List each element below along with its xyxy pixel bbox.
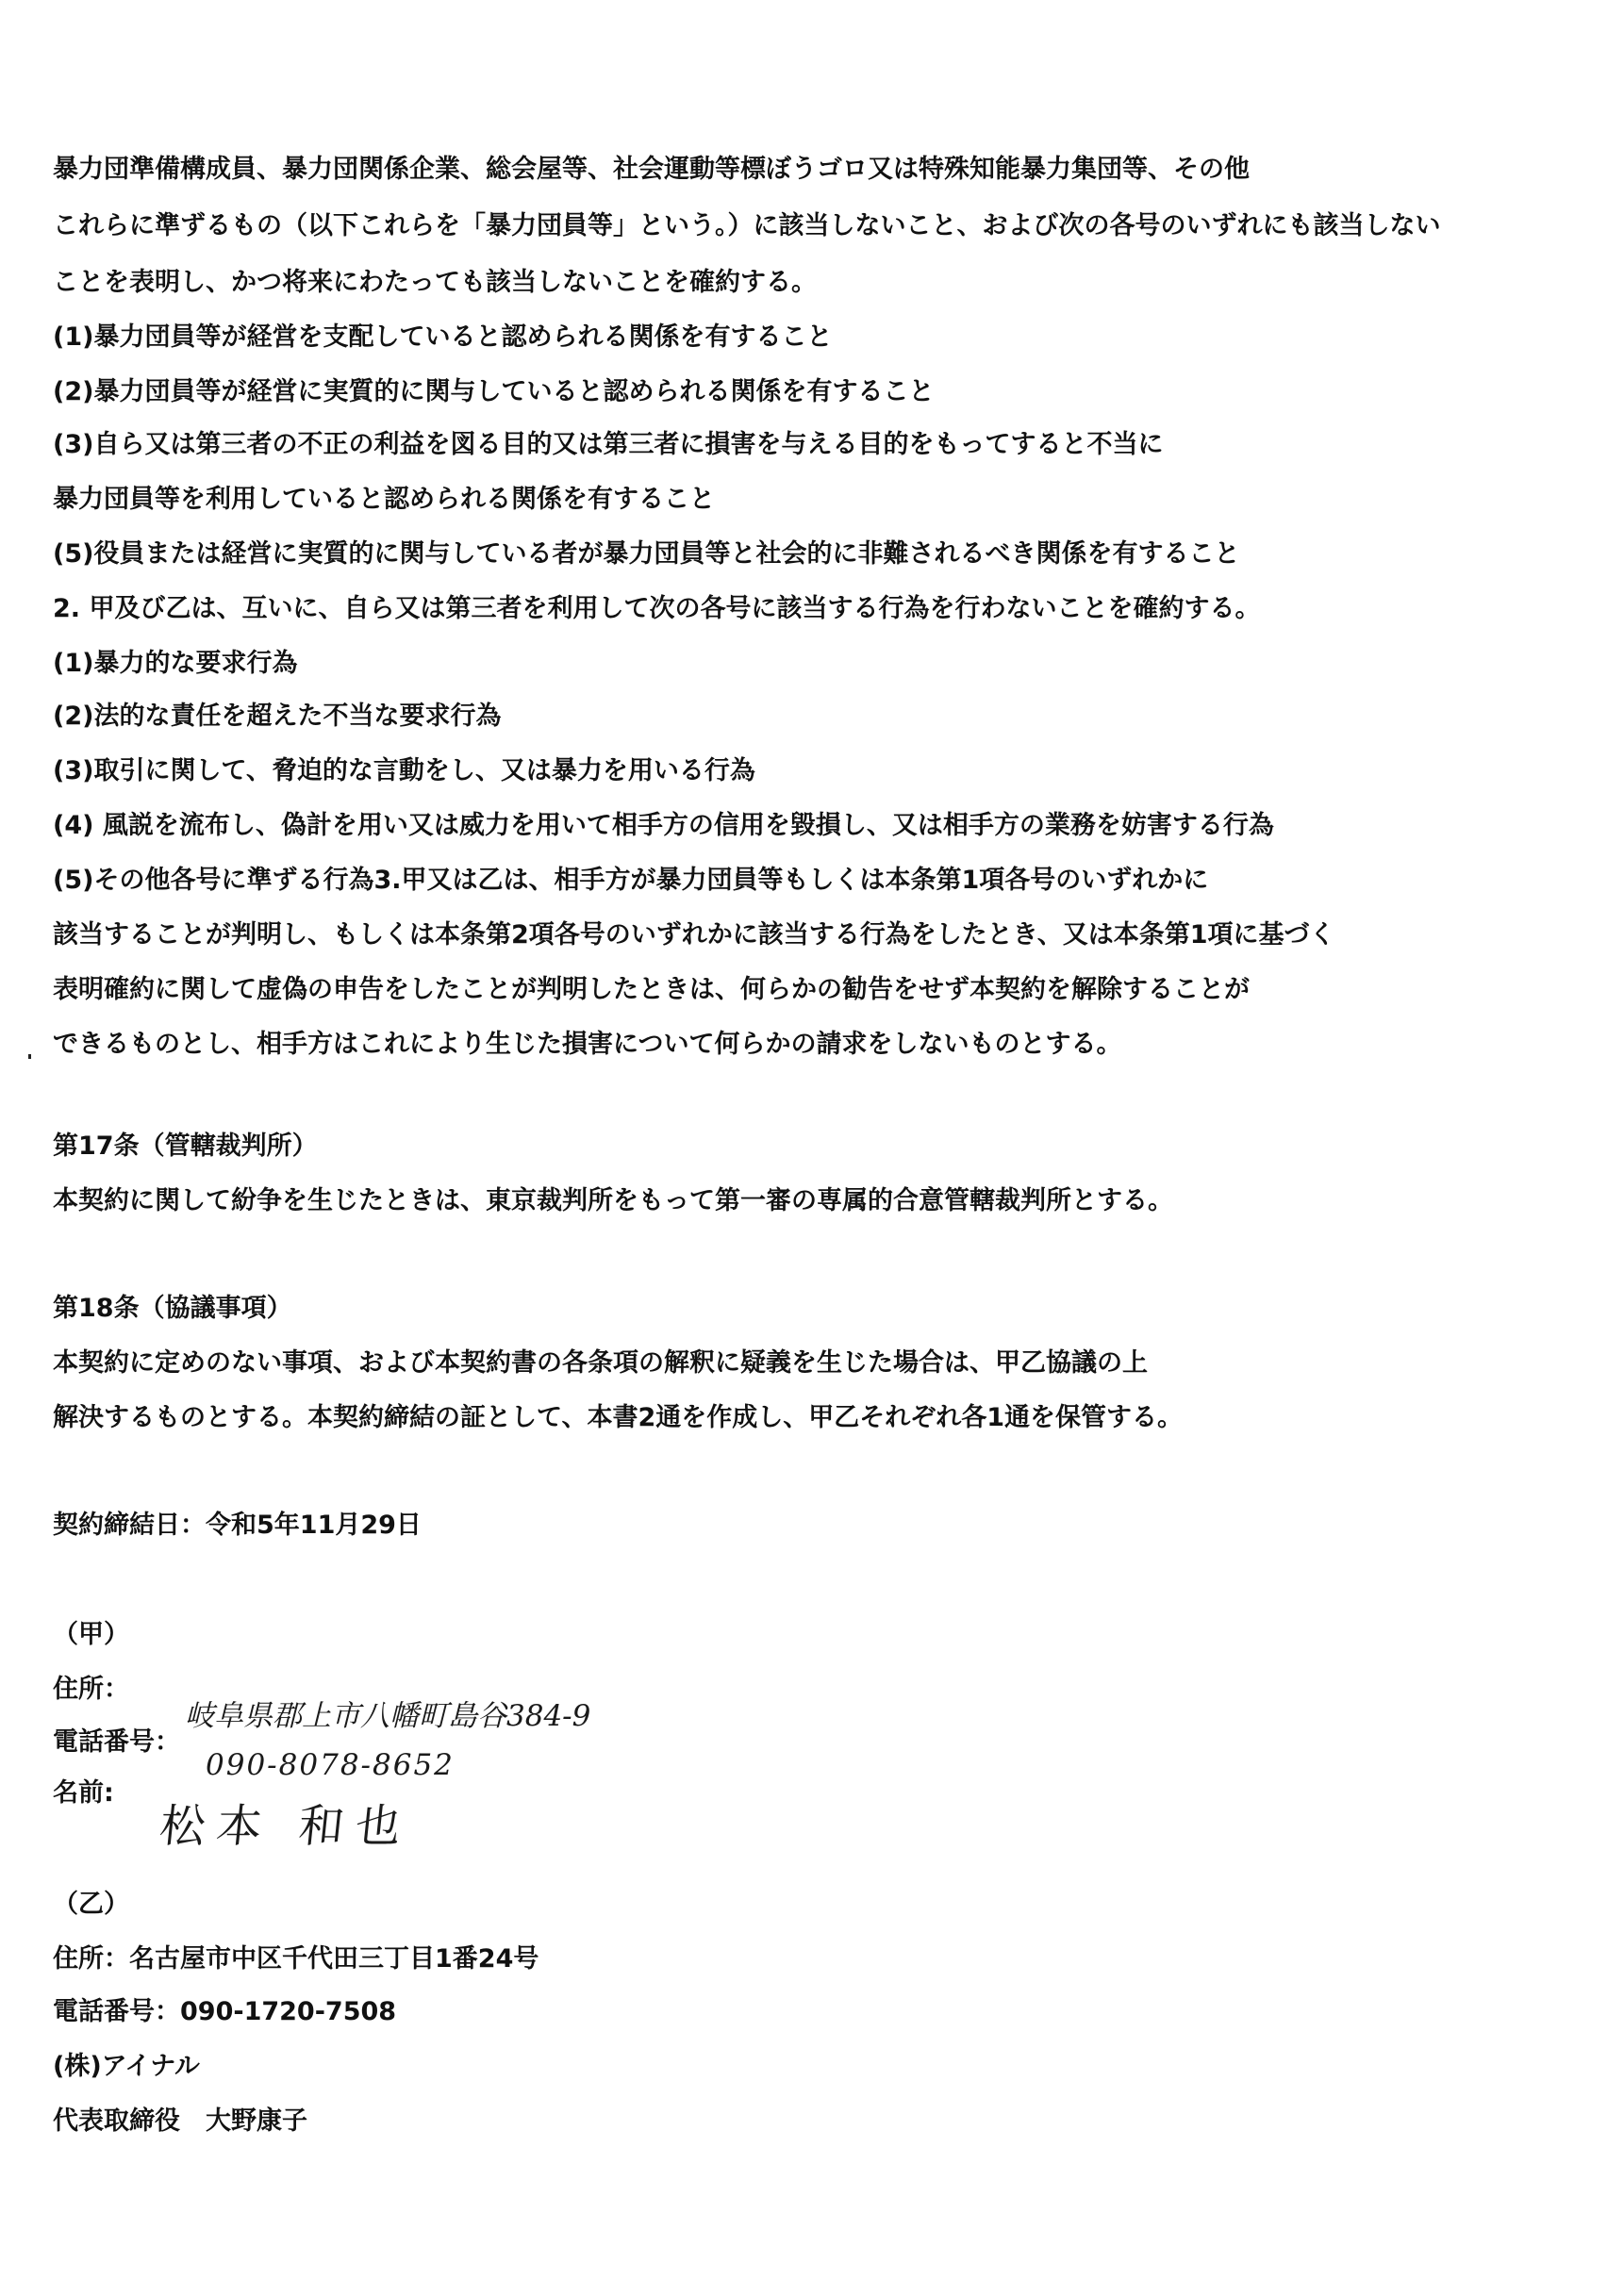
party-b-label: （乙）: [53, 1890, 129, 1919]
party-b-company: (株)アイナル: [53, 2052, 200, 2081]
body-line: 暴力団準備構成員、暴力団関係企業、総会屋等、社会運動等標ぼうゴロ又は特殊知能暴力集団等、その他: [53, 155, 1250, 184]
body-line: これらに準ずるもの（以下これらを「暴力団員等」という。）に該当しないこと、および次の各号のいずれにも該当しない: [53, 211, 1441, 240]
party-a-address-handwritten: 岐阜県郡上市八幡町島谷384-9: [185, 1699, 591, 1733]
article17-heading: 第17条（管轄裁判所）: [53, 1131, 318, 1161]
body-line: 該当することが判明し、もしくは本条第2項各号のいずれかに該当する行為をしたとき、又は本条第1項に基づく: [53, 920, 1335, 950]
party-a-label: （甲）: [53, 1620, 129, 1649]
party-a-name-label: 名前:: [53, 1778, 114, 1808]
body-line: (4) 風説を流布し、偽計を用い又は威力を用いて相手方の信用を毀損し、又は相手方の業務を妨害する行為: [53, 811, 1274, 840]
article17-text: 本契約に関して紛争を生じたときは、東京裁判所をもって第一審の専属的合意管轄裁判所とする。: [53, 1186, 1173, 1215]
body-line: (1)暴力的な要求行為: [53, 649, 298, 678]
article18-text-1: 本契約に定めのない事項、および本契約書の各条項の解釈に疑義を生じた場合は、甲乙協議の上: [53, 1348, 1148, 1378]
body-line: (5)その他各号に準ずる行為3.甲又は乙は、相手方が暴力団員等もしくは本条第1項各号のいずれかに: [53, 866, 1209, 895]
body-line: できるものとし、相手方はこれにより生じた損害について何らかの請求をしないものとする。: [53, 1030, 1122, 1059]
party-b-address: 住所：名古屋市中区千代田三丁目1番24号: [53, 1944, 539, 1974]
party-a-signature: 松本 和也: [157, 1800, 415, 1853]
body-line: (3)自ら又は第三者の不正の利益を図る目的又は第三者に損害を与える目的をもってすると不当に: [53, 430, 1164, 459]
body-line: (3)取引に関して、脅迫的な言動をし、又は暴力を用いる行為: [53, 756, 755, 785]
body-line: (2)法的な責任を超えた不当な要求行為: [53, 702, 502, 731]
party-b-phone: 電話番号：090-1720-7508: [53, 1997, 397, 2026]
body-line: 2. 甲及び乙は、互いに、自ら又は第三者を利用して次の各号に該当する行為を行わないことを確約する。: [53, 594, 1261, 623]
party-a-phone-handwritten: 090-8078-8652: [206, 1748, 455, 1782]
scan-speck: [28, 1054, 31, 1059]
body-line: (2)暴力団員等が経営に実質的に関与していると認められる関係を有すること: [53, 377, 935, 406]
conclusion-date: 契約締結日：令和5年11月29日: [53, 1511, 422, 1540]
body-line: (1)暴力団員等が経営を支配していると認められる関係を有すること: [53, 322, 833, 352]
body-line: 暴力団員等を利用していると認められる関係を有すること: [53, 485, 715, 514]
party-b-representative: 代表取締役 大野康子: [53, 2106, 307, 2136]
body-line: (5)役員または経営に実質的に関与している者が暴力団員等と社会的に非難されるべき関係を有すること: [53, 539, 1240, 569]
article18-text-2: 解決するものとする。本契約締結の証として、本書2通を作成し、甲乙それぞれ各1通を保管する。: [53, 1403, 1184, 1432]
party-a-phone-label: 電話番号：: [53, 1727, 180, 1757]
body-line: 表明確約に関して虚偽の申告をしたことが判明したときは、何らかの勧告をせず本契約を解除することが: [53, 975, 1250, 1004]
article18-heading: 第18条（協議事項）: [53, 1294, 292, 1323]
body-line: ことを表明し、かつ将来にわたっても該当しないことを確約する。: [53, 268, 817, 297]
party-a-address-label: 住所：: [53, 1675, 129, 1704]
